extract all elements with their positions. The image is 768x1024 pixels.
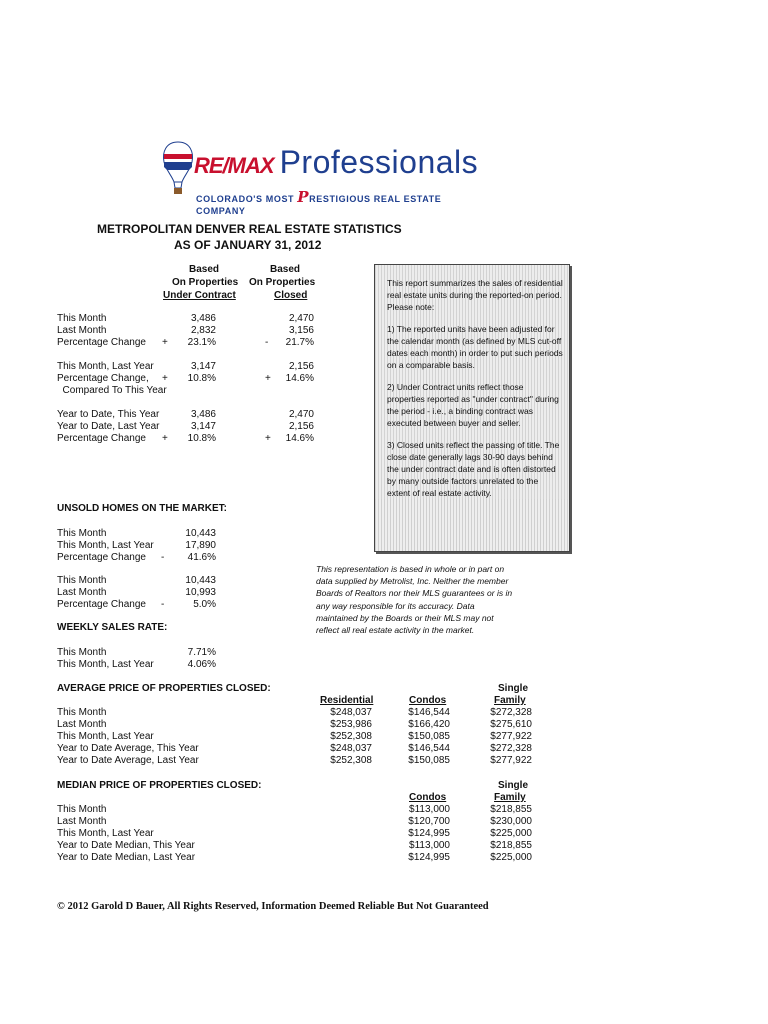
med-label: Year to Date Median, This Year: [57, 840, 195, 851]
note-1: 1) The reported units have been adjusted for the calendar month (as defined by MLS cut-off dates each month) in order to put such periods on a comparable basis.: [387, 324, 563, 370]
avg-condos: $150,085: [408, 731, 450, 742]
stat-contract-value: 3,486: [190, 409, 216, 420]
stat-contract-value: 3,147: [190, 421, 216, 432]
stat-closed-sign: +: [265, 373, 271, 384]
avg-single: $272,328: [490, 743, 532, 754]
avg-label: This Month: [57, 707, 107, 718]
avg-residential: $252,308: [330, 731, 372, 742]
stat-contract-value: 23.1%: [187, 337, 216, 348]
med-condos: $113,000: [409, 804, 450, 815]
note-intro: This report summarizes the sales of residential real estate units during the reported-on period. Please note:: [387, 278, 563, 312]
average-heading: AVERAGE PRICE OF PROPERTIES CLOSED:: [57, 683, 271, 694]
unsold-label: Percentage Change: [57, 599, 146, 610]
avg-single: $272,328: [490, 707, 532, 718]
copyright-footer: © 2012 Garold D Bauer, All Rights Reserved, Information Deemed Reliable But Not Guaranteed: [57, 901, 489, 912]
unsold-value: 5.0%: [193, 599, 216, 610]
remax-logo: [160, 140, 479, 216]
med-label: Year to Date Median, Last Year: [57, 852, 196, 863]
stat-contract-value: 3,486: [190, 313, 216, 324]
contract-header-line2: On Properties: [172, 277, 239, 288]
unsold-value: 10,993: [185, 587, 216, 598]
avg-label: Last Month: [57, 719, 107, 730]
closed-header-line3: Closed: [274, 290, 308, 301]
stat-closed-value: 2,470: [288, 313, 314, 324]
remax-wordmark: RE/MAX: [194, 153, 274, 178]
avg-label: Year to Date Average, This Year: [57, 743, 199, 754]
med-condos: $124,995: [408, 852, 450, 863]
unsold-sign: -: [161, 552, 165, 563]
stat-closed-value: 2,470: [288, 409, 314, 420]
report-title: METROPOLITAN DENVER REAL ESTATE STATISTICS: [97, 222, 402, 236]
stat-contract-sign: +: [162, 373, 168, 384]
stat-closed-value: 3,156: [288, 325, 314, 336]
unsold-sign: -: [161, 599, 165, 610]
unsold-label: This Month: [57, 575, 107, 586]
stat-label: Compared To This Year: [57, 385, 167, 396]
unsold-value: 10,443: [185, 575, 216, 586]
avg-condos-header: Condos: [409, 695, 447, 706]
closed-header-line2: On Properties: [249, 277, 316, 288]
stat-label: Year to Date, This Year: [57, 409, 160, 420]
hot-air-balloon-icon: [160, 140, 196, 200]
avg-residential: $248,037: [330, 743, 372, 754]
unsold-value: 41.6%: [187, 552, 216, 563]
weekly-heading: WEEKLY SALES RATE:: [57, 622, 168, 633]
stat-closed-value: 2,156: [288, 361, 314, 372]
avg-residential: $252,308: [330, 755, 372, 766]
data-disclaimer: This representation is based in whole or in part on data supplied by Metrolist, Inc. Neither the member Boards of Realtors nor their MLS guarantees or is in any way responsible for its accuracy. Data maintained by the Boards or their MLS may not reflect all real estate activity in the market.: [316, 564, 513, 636]
stat-contract-value: 2,832: [190, 325, 216, 336]
notes-box: [374, 264, 570, 552]
unsold-heading: UNSOLD HOMES ON THE MARKET:: [57, 503, 227, 514]
avg-condos: $146,544: [408, 743, 450, 754]
med-single: $218,855: [490, 840, 532, 851]
brand-wordmark: [194, 144, 478, 181]
note-2: 2) Under Contract units reflect those properties reported as "under contract" during the period - i.e., a binding contract was executed between buyer and seller.: [387, 382, 559, 428]
weekly-value: 4.06%: [187, 659, 216, 670]
unsold-value: 10,443: [185, 528, 216, 539]
stat-label: Percentage Change: [57, 337, 146, 348]
weekly-label: This Month, Last Year: [57, 659, 154, 670]
med-single: $218,855: [490, 804, 532, 815]
median-heading: MEDIAN PRICE OF PROPERTIES CLOSED:: [57, 780, 262, 791]
avg-condos: $166,420: [408, 719, 450, 730]
med-label: This Month, Last Year: [57, 828, 154, 839]
med-single-header-1: Single: [498, 780, 529, 791]
med-single: $225,000: [490, 828, 532, 839]
note-3: 3) Closed units reflect the passing of title. The close date generally lags 30-90 days behind the under contract date and is often distorted by many outside factors unrelated to the extent of real estate activity.: [387, 440, 560, 498]
avg-single: $277,922: [490, 731, 532, 742]
stat-closed-sign: -: [265, 337, 269, 348]
avg-single: $275,610: [490, 719, 532, 730]
stat-closed-value: 14.6%: [285, 373, 314, 384]
stat-contract-sign: +: [162, 337, 168, 348]
stat-contract-value: 3,147: [190, 361, 216, 372]
contract-header-line3: Under Contract: [163, 290, 236, 301]
stat-label: Year to Date, Last Year: [57, 421, 160, 432]
med-single-header-2: Family: [494, 792, 526, 803]
avg-condos: $150,085: [408, 755, 450, 766]
logo-tagline: COLORADO'S MOST PRESTIGIOUS REAL ESTATE COMPANY: [196, 188, 442, 216]
stat-label: Last Month: [57, 325, 107, 336]
med-label: This Month: [57, 804, 107, 815]
contract-header-line1: Based: [189, 264, 220, 275]
unsold-label: Percentage Change: [57, 552, 146, 563]
unsold-label: This Month: [57, 528, 107, 539]
avg-residential: $253,986: [330, 719, 372, 730]
avg-label: This Month, Last Year: [57, 731, 154, 742]
med-condos: $124,995: [408, 828, 450, 839]
report-date: AS OF JANUARY 31, 2012: [174, 238, 322, 252]
unsold-label: Last Month: [57, 587, 107, 598]
stat-contract-sign: +: [162, 433, 168, 444]
avg-single-header-1: Single: [498, 683, 529, 694]
stat-label: This Month: [57, 313, 107, 324]
weekly-value: 7.71%: [187, 647, 216, 658]
weekly-label: This Month: [57, 647, 107, 658]
avg-single: $277,922: [490, 755, 532, 766]
med-condos: $113,000: [409, 840, 450, 851]
med-condos-header: Condos: [409, 792, 447, 803]
avg-residential: $248,037: [330, 707, 372, 718]
avg-single-header-2: Family: [494, 695, 526, 706]
med-condos: $120,700: [408, 816, 450, 827]
med-single: $230,000: [490, 816, 532, 827]
stat-label: Percentage Change,: [57, 373, 149, 384]
professionals-wordmark: Professionals: [279, 144, 479, 180]
stat-contract-value: 10.8%: [187, 373, 216, 384]
avg-condos: $146,544: [408, 707, 450, 718]
stat-closed-value: 21.7%: [285, 337, 314, 348]
med-single: $225,000: [490, 852, 532, 863]
stat-label: This Month, Last Year: [57, 361, 154, 372]
unsold-value: 17,890: [185, 540, 216, 551]
med-label: Last Month: [57, 816, 107, 827]
stat-contract-value: 10.8%: [187, 433, 216, 444]
closed-header-line1: Based: [270, 264, 301, 275]
stat-closed-value: 14.6%: [285, 433, 314, 444]
avg-residential-header: Residential: [320, 695, 374, 706]
stat-label: Percentage Change: [57, 433, 146, 444]
unsold-label: This Month, Last Year: [57, 540, 154, 551]
avg-label: Year to Date Average, Last Year: [57, 755, 199, 766]
stat-closed-value: 2,156: [288, 421, 314, 432]
stat-closed-sign: +: [265, 433, 271, 444]
